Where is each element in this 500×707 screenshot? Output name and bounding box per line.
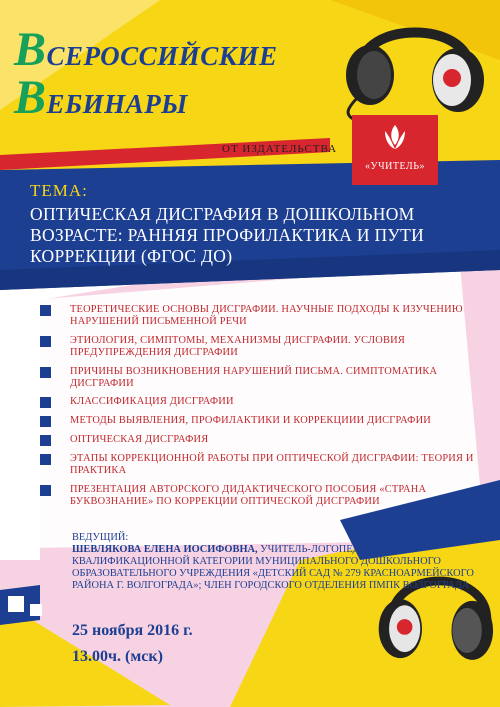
program-list bbox=[40, 304, 480, 514]
host-name: ШЕВЛЯКОВА ЕЛЕНА ИОСИФОВНА, bbox=[72, 544, 258, 555]
publisher-logo bbox=[352, 115, 438, 185]
publisher-label: ОТ ИЗДАТЕЛЬСТВА bbox=[222, 143, 338, 155]
bullet-square-icon bbox=[40, 367, 51, 378]
bullet-square-icon bbox=[40, 435, 51, 446]
host-description: УЧИТЕЛЬ-ЛОГОПЕД ВЫСШЕЙ КВАЛИФИКАЦИОННОЙ КАТЕГОРИИ МУНИЦИПАЛЬНОГО ДОШКОЛЬНОГО ОБРАЗОВАТЕЛЬНОГО УЧРЕЖДЕНИЯ «ДЕТСКИЙ САД № 279 КРАСНОАРМЕЙСКОГО РАЙОНА Г. ВОЛГОГРАДА»; ЧЛЕН ГОРОДСКОГО ОТДЕЛЕНИЯ ПМПК ВОЛГОГРАДА bbox=[72, 544, 474, 591]
list-item: КЛАССИФИКАЦИЯ ДИСГРАФИИ bbox=[40, 396, 480, 408]
list-item: ЭТИОЛОГИЯ, СИМПТОМЫ, МЕХАНИЗМЫ ДИСГРАФИИ. УСЛОВИЯ ПРЕДУПРЕЖДЕНИЯ ДИСГРАФИИ bbox=[40, 335, 480, 359]
list-item: МЕТОДЫ ВЫЯВЛЕНИЯ, ПРОФИЛАКТИКИ И КОРРЕКЦИИИ ДИСГРАФИИ bbox=[40, 415, 480, 427]
logo-text: «УЧИТЕЛЬ» bbox=[365, 161, 425, 172]
event-date: 25 ноября 2016 г. bbox=[72, 622, 193, 639]
bullet-square-icon bbox=[40, 336, 51, 347]
list-item: ПРИЧИНЫ ВОЗНИКНОВЕНИЯ НАРУШЕНИЙ ПИСЬМА. СИМПТОМАТИКА ДИСГРАФИИ bbox=[40, 366, 480, 390]
page-title-line1: ВСЕРОССИЙСКИЕ bbox=[14, 23, 278, 76]
list-item: ТЕОРЕТИЧЕСКИЕ ОСНОВЫ ДИСГРАФИИ. НАУЧНЫЕ ПОДХОДЫ К ИЗУЧЕНИЮ НАРУШЕНИЙ ПИСЬМЕННОЙ РЕЧИ bbox=[40, 304, 480, 328]
tulip-logo-icon bbox=[382, 123, 408, 153]
page-title-line2: ВЕБИНАРЫ bbox=[14, 71, 188, 124]
list-item: ЭТАПЫ КОРРЕКЦИОННОЙ РАБОТЫ ПРИ ОПТИЧЕСКОЙ ДИСГРАФИИ: ТЕОРИЯ И ПРАКТИКА bbox=[40, 453, 480, 477]
bullet-square-icon bbox=[40, 454, 51, 465]
bullet-square-icon bbox=[40, 485, 51, 496]
host-info bbox=[72, 532, 482, 592]
list-item: ОПТИЧЕСКАЯ ДИСГРАФИЯ bbox=[40, 434, 480, 446]
host-label: ВЕДУЩИЙ: bbox=[72, 532, 129, 543]
bullet-square-icon bbox=[40, 397, 51, 408]
decor-square bbox=[8, 596, 24, 612]
headphones-icon bbox=[340, 0, 490, 120]
bullet-square-icon bbox=[40, 416, 51, 427]
theme-title: ОПТИЧЕСКАЯ ДИСГРАФИЯ В ДОШКОЛЬНОМ ВОЗРАСТЕ: РАННЯЯ ПРОФИЛАКТИКА И ПУТИ КОРРЕКЦИИ (ФГОС ДО) bbox=[30, 204, 425, 266]
bullet-square-icon bbox=[40, 305, 51, 316]
event-time: 13.00ч. (мск) bbox=[72, 648, 163, 665]
list-item: ПРЕЗЕНТАЦИЯ АВТОРСКОГО ДИДАКТИЧЕСКОГО ПОСОБИЯ «СТРАНА БУКВОЗНАНИЕ» ПО КОРРЕКЦИИ ОПТИЧЕСКОЙ ДИСГРАФИИ bbox=[40, 484, 480, 508]
theme-label: ТЕМА: bbox=[30, 181, 88, 200]
